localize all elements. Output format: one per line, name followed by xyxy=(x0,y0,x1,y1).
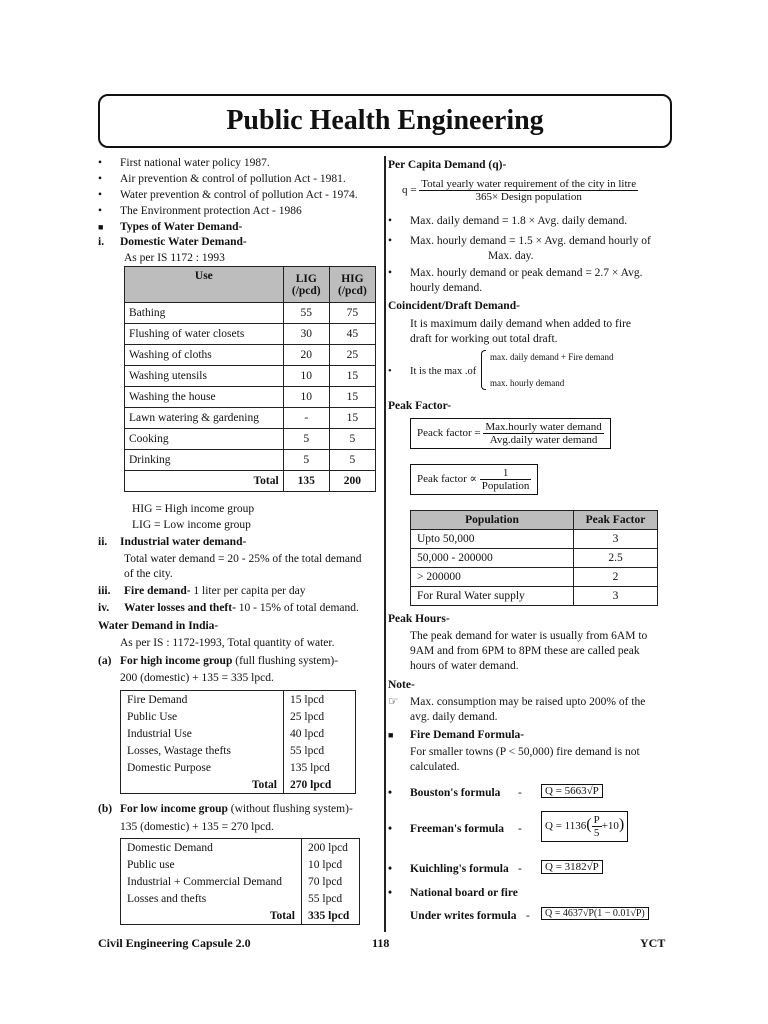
high-income-table xyxy=(120,690,356,794)
table-row: Industrial + Commercial Demand 70 lpcd xyxy=(121,873,360,890)
table-row: Cooking 5 5 xyxy=(125,429,376,450)
per-capita-heading: Per Capita Demand (q)- xyxy=(388,159,507,171)
fire-demand-line: Fire demand- 1 liter per capita per day xyxy=(124,585,306,597)
table-header: Peak Factor xyxy=(574,511,658,530)
domestic-demand-table xyxy=(124,266,376,492)
freeman-formula: Q = 1136( $\frac{P}{5}$ +10) xyxy=(541,811,628,842)
bullet-item: • The Environment protection Act - 1986 xyxy=(120,204,302,219)
table-total-row: Total 270 lpcd xyxy=(121,776,356,794)
formula-dash: - xyxy=(526,910,530,922)
table-header: HIG (/pcd) xyxy=(329,267,375,303)
bullet-item: • Max. hourly demand = 1.5 × Avg. demand hourly of xyxy=(410,234,651,249)
high-calc: 200 (domestic) + 135 = 335 lpcd. xyxy=(120,672,274,684)
coincident-heading: Coincident/Draft Demand- xyxy=(388,300,520,312)
note-text: avg. daily demand. xyxy=(410,711,498,723)
industrial-label: ii. xyxy=(98,536,108,548)
coincident-text: It is maximum daily demand when added to fire xyxy=(410,318,631,330)
formula-name: • Kuichling's formula xyxy=(410,862,509,877)
peak-hours-text: hours of water demand. xyxy=(410,660,519,672)
formula-dash: - xyxy=(518,787,522,799)
india-heading: Water Demand in India- xyxy=(98,620,219,632)
peak-hours-text: The peak demand for water is usually from 6AM to xyxy=(410,630,648,642)
industrial-text: of the city. xyxy=(124,568,173,580)
fire-formula-text: For smaller towns (P < 50,000) fire demand is not xyxy=(410,746,640,758)
table-row: Drinking 5 5 xyxy=(125,450,376,471)
high-label: (a) xyxy=(98,655,112,667)
bouston-formula: Q = 5663√P xyxy=(541,784,603,798)
bullet-item: • Max. daily demand = 1.8 × Avg. daily demand. xyxy=(410,214,627,229)
fire-formula-heading: ■ Fire Demand Formula- xyxy=(410,728,524,743)
note-heading: Note- xyxy=(388,679,415,691)
table-row: Public Use 25 lpcd xyxy=(121,708,356,725)
table-row: Public use 10 lpcd xyxy=(121,856,360,873)
peak-hours-text: 9AM and from 6PM to 8PM these are called peak xyxy=(410,645,640,657)
table-total-row: Total 135 200 xyxy=(125,471,376,492)
formula-name: • Bouston's formula xyxy=(410,786,500,801)
peak-hours-heading: Peak Hours- xyxy=(388,613,450,625)
table-row: Upto 50,000 3 xyxy=(411,530,658,549)
table-header: LIG (/pcd) xyxy=(283,267,329,303)
bullet-item: • Air prevention & control of pollution Act - 1981. xyxy=(120,172,346,187)
table-row: Domestic Purpose 135 lpcd xyxy=(121,759,356,776)
losses-label: iv. xyxy=(98,602,110,614)
table-header: Population xyxy=(411,511,574,530)
pointing-hand-icon: ☞ xyxy=(388,696,399,708)
peak-factor-formula: Peack factor = $\frac{\text{Max.hourly water demand}}{\text{Avg.daily water demand}}$ xyxy=(410,418,611,449)
page-title: Public Health Engineering xyxy=(226,105,544,136)
max-option: max. hourly demand xyxy=(490,378,565,388)
low-label: (b) xyxy=(98,803,113,815)
hig-definition: HIG = High income group xyxy=(132,503,255,515)
industrial-text: Total water demand = 20 - 25% of the total demand xyxy=(124,553,362,565)
table-row: Fire Demand 15 lpcd xyxy=(121,691,356,709)
per-capita-formula: q = $\frac{\text{Total yearly water requirement of the city in litre}}{\text{365× Design population}}$ xyxy=(402,178,637,203)
table-row: Losses, Wastage thefts 55 lpcd xyxy=(121,742,356,759)
high-income-line: For high income group (full flushing system)- xyxy=(120,655,339,667)
formula-name: Under writes formula xyxy=(410,910,517,922)
peak-factor-table xyxy=(410,510,658,606)
kuichling-formula: Q = 3182√P xyxy=(541,860,603,874)
fire-formula-text: calculated. xyxy=(410,761,460,773)
footer-book-title: Civil Engineering Capsule 2.0 xyxy=(98,936,251,950)
low-calc: 135 (domestic) + 135 = 270 lpcd. xyxy=(120,821,274,833)
domestic-label: i. xyxy=(98,236,105,248)
table-row: 50,000 - 200000 2.5 xyxy=(411,549,658,568)
note-text: Max. consumption may be raised upto 200% of the xyxy=(410,696,646,708)
lig-definition: LIG = Low income group xyxy=(132,519,251,531)
formula-name: • Freeman's formula xyxy=(410,822,504,837)
table-header: Use xyxy=(125,267,284,303)
bullet-item: • First national water policy 1987. xyxy=(120,156,270,171)
underwriters-formula: Q = 4637√P(1 − 0.01√P) xyxy=(541,907,649,920)
table-total-row: Total 335 lpcd xyxy=(121,907,360,925)
peak-factor-proportion: Peak factor ∝ $\frac{1}{\text{Population}}$ xyxy=(410,464,538,495)
table-row: Washing the house 10 15 xyxy=(125,387,376,408)
industrial-heading: Industrial water demand- xyxy=(120,536,247,548)
table-row: Domestic Demand 200 lpcd xyxy=(121,839,360,857)
table-row: Losses and thefts 55 lpcd xyxy=(121,890,360,907)
table-row: > 200000 2 xyxy=(411,568,658,587)
low-income-table xyxy=(120,838,360,925)
formula-name: • National board or fire xyxy=(410,886,518,901)
losses-line: Water losses and theft- 10 - 15% of total demand. xyxy=(124,602,359,614)
domestic-heading: Domestic Water Demand- xyxy=(120,236,247,248)
low-income-line: For low income group (without flushing system)- xyxy=(120,803,353,815)
brace-icon xyxy=(481,350,486,390)
table-row: Bathing 55 75 xyxy=(125,303,376,324)
as-per-text: As per IS 1172 : 1993 xyxy=(124,252,225,264)
peak-factor-heading: Peak Factor- xyxy=(388,400,452,412)
table-row: For Rural Water supply 3 xyxy=(411,587,658,606)
bullet-item: • Max. hourly demand or peak demand = 2.7 × Avg. xyxy=(410,266,643,281)
fire-label: iii. xyxy=(98,585,111,597)
max-option: max. daily demand + Fire demand xyxy=(490,352,614,362)
column-divider xyxy=(384,156,386,932)
types-heading: ■ Types of Water Demand- xyxy=(120,220,242,235)
coincident-text: draft for working out total draft. xyxy=(410,333,558,345)
table-row: Washing of cloths 20 25 xyxy=(125,345,376,366)
table-row: Industrial Use 40 lpcd xyxy=(121,725,356,742)
table-row: Lawn watering & gardening - 15 xyxy=(125,408,376,429)
page-number: 118 xyxy=(372,936,390,950)
india-text: As per IS : 1172-1993, Total quantity of water. xyxy=(120,637,335,649)
formula-dash: - xyxy=(518,823,522,835)
max-of-line: • It is the max .of xyxy=(410,364,476,379)
title-box xyxy=(98,94,672,148)
table-row: Flushing of water closets 30 45 xyxy=(125,324,376,345)
table-row: Washing utensils 10 15 xyxy=(125,366,376,387)
formula-dash: - xyxy=(518,863,522,875)
footer-publisher: YCT xyxy=(640,936,666,950)
bullet-continuation: Max. day. xyxy=(488,250,534,262)
bullet-item: • Water prevention & control of pollution Act - 1974. xyxy=(120,188,358,203)
bullet-continuation: hourly demand. xyxy=(410,282,483,294)
